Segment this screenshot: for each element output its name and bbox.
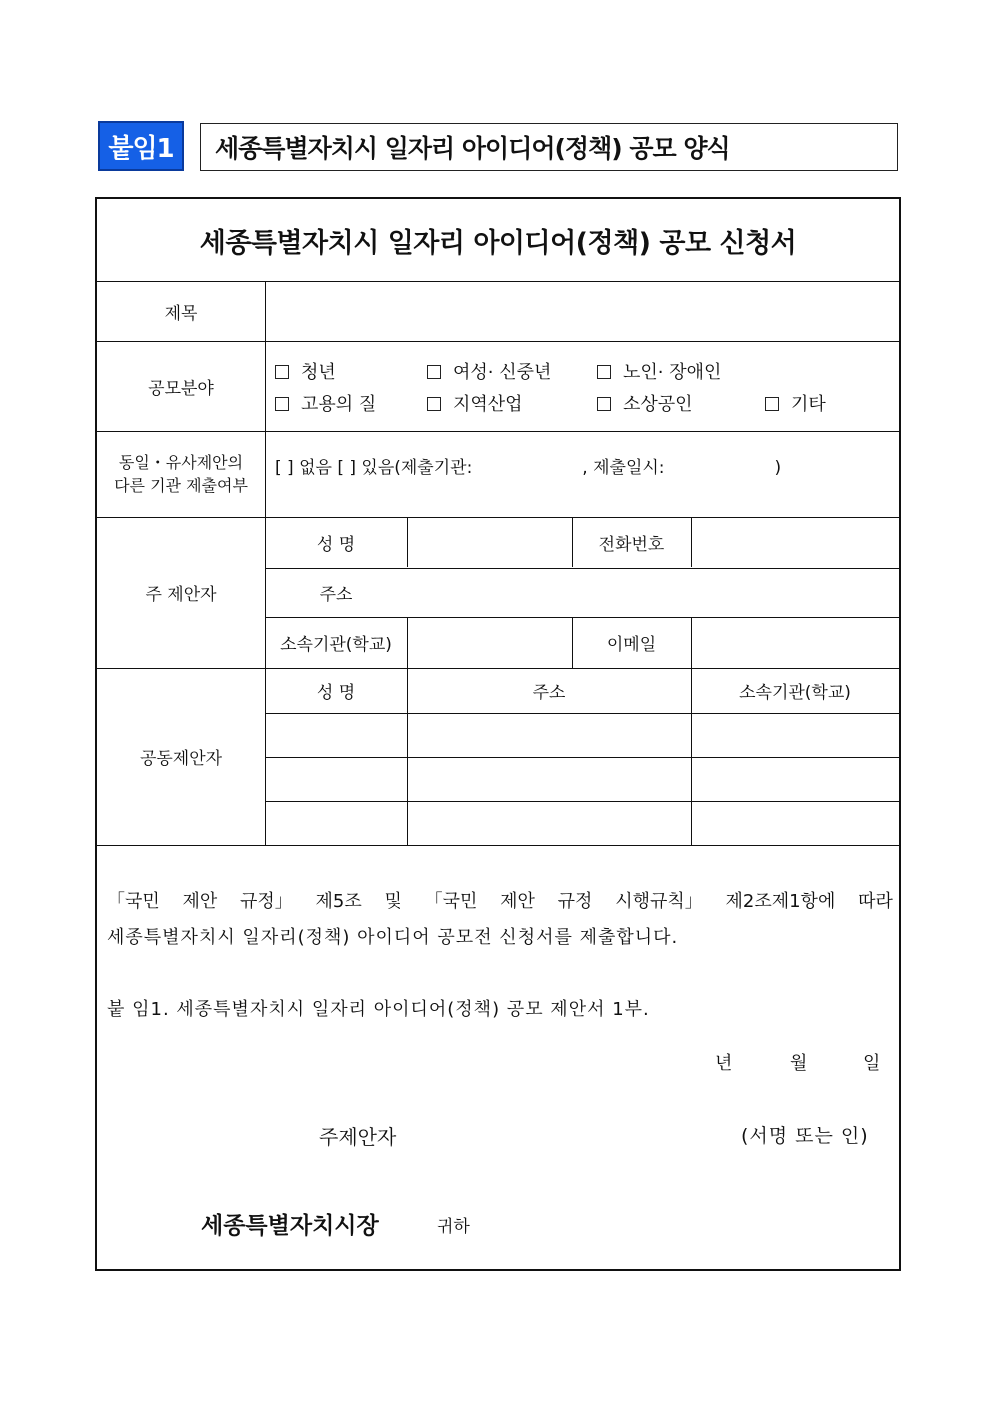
prior-submission-text[interactable] bbox=[275, 453, 781, 478]
subject-label: 제목 bbox=[164, 303, 198, 324]
checkbox-icon[interactable] bbox=[275, 397, 289, 411]
checkbox-icon[interactable] bbox=[765, 397, 779, 411]
field-label: 공모분야 bbox=[148, 378, 214, 399]
recipient-honorific: 귀하 bbox=[437, 1217, 470, 1237]
checkbox-icon[interactable] bbox=[275, 365, 289, 379]
recipient: 세종특별자치시장 bbox=[201, 1213, 379, 1239]
address-label: 주소 bbox=[319, 585, 353, 605]
main-proposer-label: 주 제안자 bbox=[145, 585, 217, 605]
field-option-industry[interactable]: 지역산업 bbox=[427, 390, 523, 416]
prior-label-line2: 다른 기관 제출여부 bbox=[114, 476, 248, 495]
attachment-badge: 붙임1 bbox=[98, 121, 184, 171]
statement-line-2: 세종특별자치시 일자리(정책) 아이디어 공모전 신청서를 제출합니다. bbox=[107, 927, 679, 948]
row-divider bbox=[97, 845, 899, 846]
date-month[interactable]: 월 bbox=[790, 1053, 808, 1074]
signature-field[interactable]: (서명 또는 인) bbox=[741, 1125, 869, 1147]
field-option-quality[interactable]: 고용의 질 bbox=[275, 390, 376, 416]
field-option-women[interactable]: 여성· 신중년 bbox=[427, 358, 551, 384]
form-heading-text: 세종특별자치시 일자리 아이디어(정책) 공모 양식 bbox=[215, 134, 730, 163]
co-address-header: 주소 bbox=[532, 683, 566, 703]
org-label: 소속기관(학교) bbox=[280, 635, 392, 655]
email-field[interactable] bbox=[692, 618, 899, 668]
attachment-line: 붙 임1. 세종특별자치시 일자리 아이디어(정책) 공모 제안서 1부. bbox=[107, 999, 650, 1020]
name-field[interactable] bbox=[408, 518, 572, 568]
email-label: 이메일 bbox=[606, 635, 657, 655]
row-divider bbox=[265, 757, 899, 758]
application-title: 세종특별자치시 일자리 아이디어(정책) 공모 신청서 bbox=[97, 199, 899, 282]
main-proposer-sign-label: 주제안자 bbox=[319, 1125, 397, 1149]
checkbox-icon[interactable] bbox=[427, 365, 441, 379]
phone-label: 전화번호 bbox=[598, 535, 665, 555]
prior-yes[interactable]: [ ] 있음(제출기관: bbox=[337, 458, 473, 478]
prior-close: ) bbox=[774, 458, 782, 478]
statement-line-1: 「국민 제안 규정」 제5조 및 「국민 제안 규정 시행규칙」 제2조제1항에 따라 bbox=[107, 891, 893, 912]
checkbox-icon[interactable] bbox=[597, 397, 611, 411]
org-field[interactable] bbox=[408, 618, 572, 668]
address-field[interactable] bbox=[408, 569, 899, 617]
phone-field[interactable] bbox=[692, 518, 899, 568]
name-label: 성 명 bbox=[316, 535, 356, 555]
prior-date-label: , 제출일시: bbox=[582, 458, 665, 478]
field-option-elderly[interactable]: 노인· 장애인 bbox=[597, 358, 721, 384]
application-form bbox=[95, 197, 901, 1271]
subject-field[interactable] bbox=[266, 282, 899, 341]
form-heading bbox=[200, 123, 898, 171]
prior-none[interactable]: [ ] 없음 bbox=[275, 458, 332, 478]
field-option-other[interactable]: 기타 bbox=[765, 390, 826, 416]
co-name-header: 성 명 bbox=[316, 683, 356, 703]
row-divider bbox=[265, 713, 899, 714]
checkbox-icon[interactable] bbox=[427, 397, 441, 411]
date-year[interactable]: 년 bbox=[715, 1053, 733, 1074]
prior-label bbox=[97, 431, 265, 517]
field-option-smallbiz[interactable]: 소상공인 bbox=[597, 390, 693, 416]
prior-label-line1: 동일・유사제안의 bbox=[118, 453, 244, 472]
co-proposer-label: 공동제안자 bbox=[139, 749, 223, 769]
date-day[interactable]: 일 bbox=[863, 1053, 881, 1074]
co-org-header: 소속기관(학교) bbox=[739, 683, 851, 703]
checkbox-icon[interactable] bbox=[597, 365, 611, 379]
field-option-youth[interactable]: 청년 bbox=[275, 358, 336, 384]
row-divider bbox=[265, 801, 899, 802]
